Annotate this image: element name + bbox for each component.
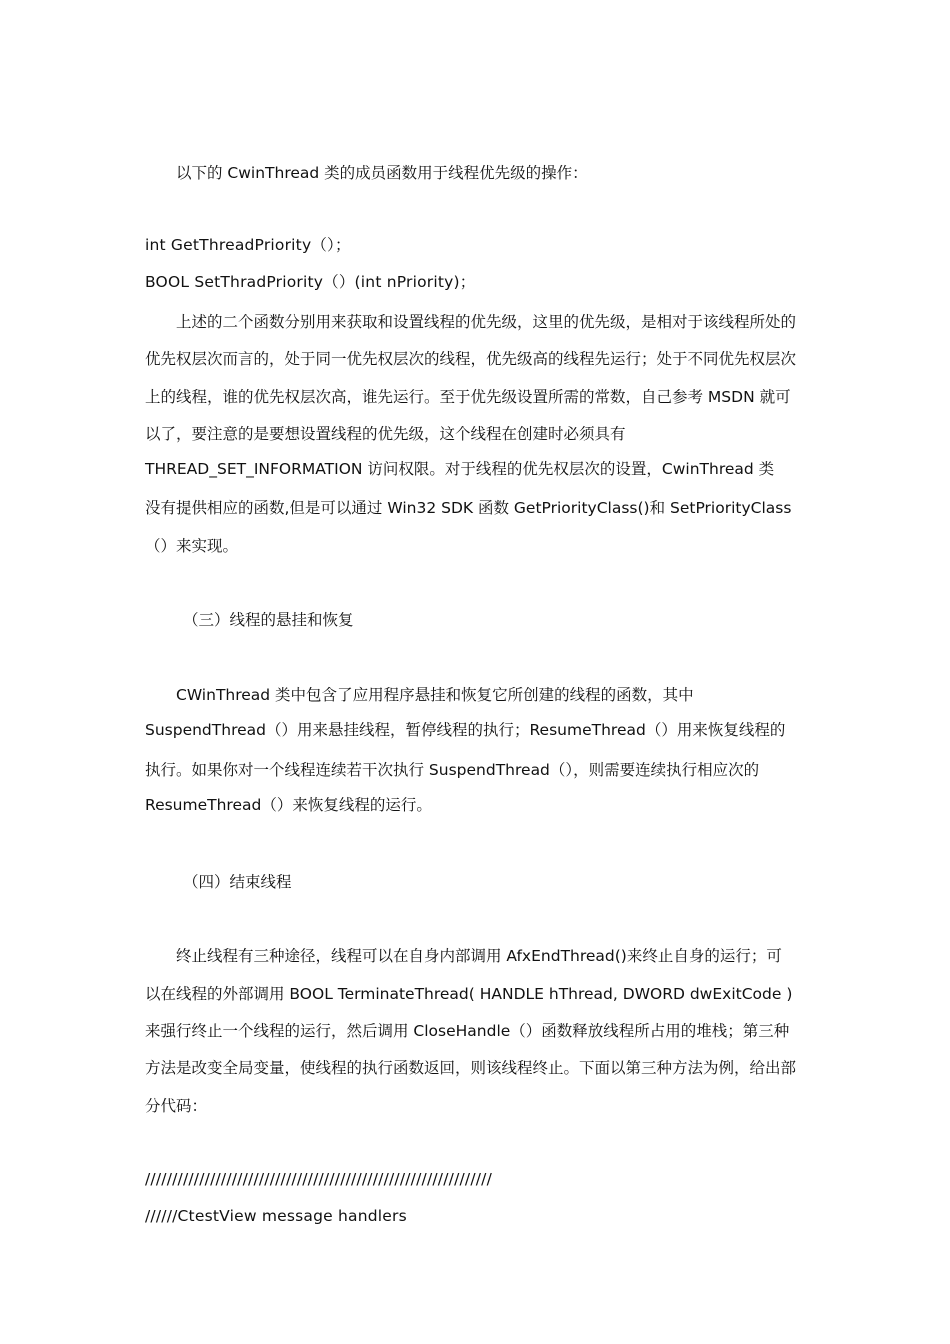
para1-line: THREAD_SET_INFORMATION 访问权限。对于线程的优先权层次的设置，CwinThread 类 [145, 460, 775, 478]
para3-line: 终止线程有三种途径，线程可以在自身内部调用 AfxEndThread()来终止自身的运行；可 [176, 947, 782, 965]
para2-line: SuspendThread（）用来悬挂线程，暂停线程的执行；ResumeThread（）用来恢复线程的 [145, 721, 786, 739]
section-heading-4: （四）结束线程 [183, 873, 292, 891]
para1-line: 上的线程，谁的优先权层次高，谁先运行。至于优先级设置所需的常数，自己参考 MSDN 就可 [145, 388, 791, 406]
para1-line: 上述的二个函数分别用来获取和设置线程的优先级，这里的优先级，是相对于该线程所处的 [176, 313, 797, 331]
para3-line: 以在线程的外部调用 BOOL TerminateThread( HANDLE hThread, DWORD dwExitCode ) [145, 985, 793, 1003]
para1-line: （）来实现。 [145, 537, 239, 555]
code-set-priority: BOOL SetThradPriority（）(int nPriority)； [145, 273, 476, 291]
code-separator: //////////////////////////////////////////////////////////////// [145, 1170, 493, 1188]
para2-line: 执行。如果你对一个线程连续若干次执行 SuspendThread（），则需要连续执行相应次的 [145, 761, 760, 779]
section-heading-3: （三）线程的悬挂和恢复 [183, 611, 354, 629]
para3-line: 方法是改变全局变量，使线程的执行函数返回，则该线程终止。下面以第三种方法为例，给出部 [145, 1059, 797, 1077]
para1-line: 优先权层次而言的，处于同一优先权层次的线程，优先级高的线程先运行；处于不同优先权层次 [145, 350, 797, 368]
intro-line: 以下的 CwinThread 类的成员函数用于线程优先级的操作： [176, 164, 588, 182]
para2-line: CWinThread 类中包含了应用程序悬挂和恢复它所创建的线程的函数，其中 [176, 686, 694, 704]
para3-line: 来强行终止一个线程的运行，然后调用 CloseHandle（）函数释放线程所占用的堆栈；第三种 [145, 1022, 790, 1040]
code-get-priority: int GetThreadPriority（）； [145, 236, 351, 254]
code-comment: //////CtestView message handlers [145, 1207, 407, 1225]
para1-line: 以了，要注意的是要想设置线程的优先级，这个线程在创建时必须具有 [145, 425, 626, 443]
para3-line: 分代码： [145, 1097, 208, 1115]
para1-line: 没有提供相应的函数,但是可以通过 Win32 SDK 函数 GetPriorityClass()和 SetPriorityClass [145, 499, 792, 517]
para2-line: ResumeThread（）来恢复线程的运行。 [145, 796, 432, 814]
